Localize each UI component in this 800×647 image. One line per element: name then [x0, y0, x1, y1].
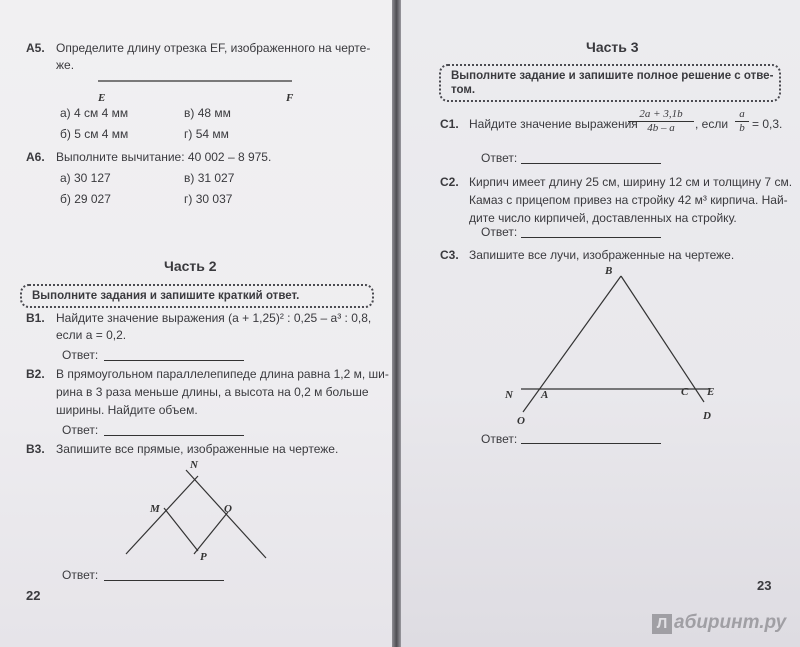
lines-drawing	[110, 456, 280, 566]
ray-cd	[621, 276, 704, 402]
c1-fraction-numerator: 2a + 3,1b	[628, 108, 694, 122]
task-a6-label: А6.	[26, 150, 45, 164]
part2-instruction: Выполните задания и запишите краткий ответ.	[32, 290, 300, 302]
point-o-label: O	[517, 415, 525, 424]
point-c-label: C	[681, 386, 689, 398]
task-c1-text: Найдите значение выражения	[469, 117, 638, 131]
task-b1-label: В1.	[26, 311, 45, 325]
task-b1-text-cont: если a = 0,2.	[56, 328, 127, 342]
rays-drawing	[497, 262, 727, 424]
a6-option-b: б) 29 027	[60, 192, 111, 206]
line-op	[194, 512, 228, 554]
part3-instruction-box	[439, 64, 781, 102]
a5-option-b: б) 5 см 4 мм	[60, 127, 129, 141]
task-c2-line1: Кирпич имеет длину 25 см, ширину 12 см и толщину 7 см.	[469, 175, 793, 189]
line-mp	[164, 508, 198, 551]
c1-condition-prefix: , если	[695, 117, 729, 131]
point-p-label: P	[200, 551, 207, 563]
book-gutter	[392, 0, 401, 647]
task-b2-label: В2.	[26, 367, 45, 381]
c1-condition-numerator: a	[735, 108, 749, 122]
watermark-text: абиринт.ру	[674, 612, 787, 633]
point-m-label: M	[150, 503, 160, 515]
b2-answer-label: Ответ:	[62, 423, 99, 437]
task-a6-text: Выполните вычитание: 40 002 – 8 975.	[56, 150, 272, 164]
point-e-label: E	[98, 92, 106, 104]
point-b-label: B	[605, 265, 613, 277]
c1-condition-suffix: = 0,3.	[752, 117, 783, 131]
a5-option-g: г) 54 мм	[184, 127, 229, 141]
c2-answer-label: Ответ:	[481, 225, 518, 239]
c1-answer-line[interactable]	[521, 163, 661, 164]
task-c1-label: С1.	[440, 117, 459, 131]
point-d-label: D	[703, 410, 711, 422]
segment-ef-drawing	[96, 76, 306, 106]
c1-fraction-denominator: 4b – a	[647, 122, 675, 134]
a6-option-a: а) 30 127	[60, 171, 111, 185]
page-number-right: 23	[757, 578, 772, 593]
part2-heading: Часть 2	[164, 258, 217, 274]
left-page	[0, 0, 392, 647]
point-o-label: O	[224, 503, 232, 515]
task-a5-label: А5.	[26, 41, 45, 55]
page-number-left: 22	[26, 588, 41, 603]
ray-ao	[523, 276, 621, 412]
task-b3-label: В3.	[26, 442, 45, 456]
task-b2-line2: рина в 3 раза меньше длины, а высота на 0,2 м больше	[56, 385, 369, 399]
task-b1-text: Найдите значение выражения (a + 1,25)² : 0,25 – a³ : 0,8,	[56, 311, 372, 325]
point-n-label: N	[190, 459, 198, 471]
task-c2-line3: дите число кирпичей, доставленных на стройку.	[469, 211, 737, 225]
labirint-logo-icon: Л	[652, 614, 672, 634]
part3-instruction-line2: том.	[451, 84, 476, 96]
point-a-label: A	[541, 389, 549, 401]
c1-expression-fraction	[628, 108, 694, 135]
right-page	[401, 0, 800, 647]
a5-option-v: в) 48 мм	[184, 106, 231, 120]
b2-answer-line[interactable]	[104, 435, 244, 436]
task-c2-label: С2.	[440, 175, 459, 189]
a6-option-v: в) 31 027	[184, 171, 235, 185]
a6-option-g: г) 30 037	[184, 192, 233, 206]
b3-answer-label: Ответ:	[62, 568, 99, 582]
point-f-label: F	[286, 92, 294, 104]
c2-answer-line[interactable]	[521, 237, 661, 238]
task-b2-line1: В прямоугольном параллелепипеде длина равна 1,2 м, ши-	[56, 367, 389, 381]
task-c3-text: Запишите все лучи, изображенные на чертеже.	[469, 248, 735, 262]
labirint-watermark	[652, 612, 786, 634]
task-b2-line3: ширины. Найдите объем.	[56, 403, 198, 417]
c1-condition-denominator: b	[739, 122, 745, 134]
task-c2-line2: Камаз с прицепом привез на стройку 42 м³ кирпича. Най-	[469, 193, 788, 207]
part3-heading: Часть 3	[586, 39, 639, 55]
part2-instruction-box	[20, 284, 374, 308]
task-a5-text: Определите длину отрезка EF, изображенного на черте-	[56, 41, 371, 55]
b3-answer-line[interactable]	[104, 580, 224, 581]
task-a5-text-cont: же.	[56, 58, 75, 72]
c1-condition-fraction	[735, 108, 749, 135]
c3-answer-label: Ответ:	[481, 432, 518, 446]
task-b3-text: Запишите все прямые, изображенные на чертеже.	[56, 442, 339, 456]
a5-option-a: а) 4 см 4 мм	[60, 106, 129, 120]
c1-answer-label: Ответ:	[481, 151, 518, 165]
c3-answer-line[interactable]	[521, 443, 661, 444]
part3-instruction-line1: Выполните задание и запишите полное решение с отве-	[451, 70, 774, 82]
b1-answer-label: Ответ:	[62, 348, 99, 362]
task-c3-label: С3.	[440, 248, 459, 262]
line-mn	[126, 476, 198, 554]
point-n-label: N	[505, 389, 513, 401]
b1-answer-line[interactable]	[104, 360, 244, 361]
point-e-label: E	[707, 386, 715, 398]
